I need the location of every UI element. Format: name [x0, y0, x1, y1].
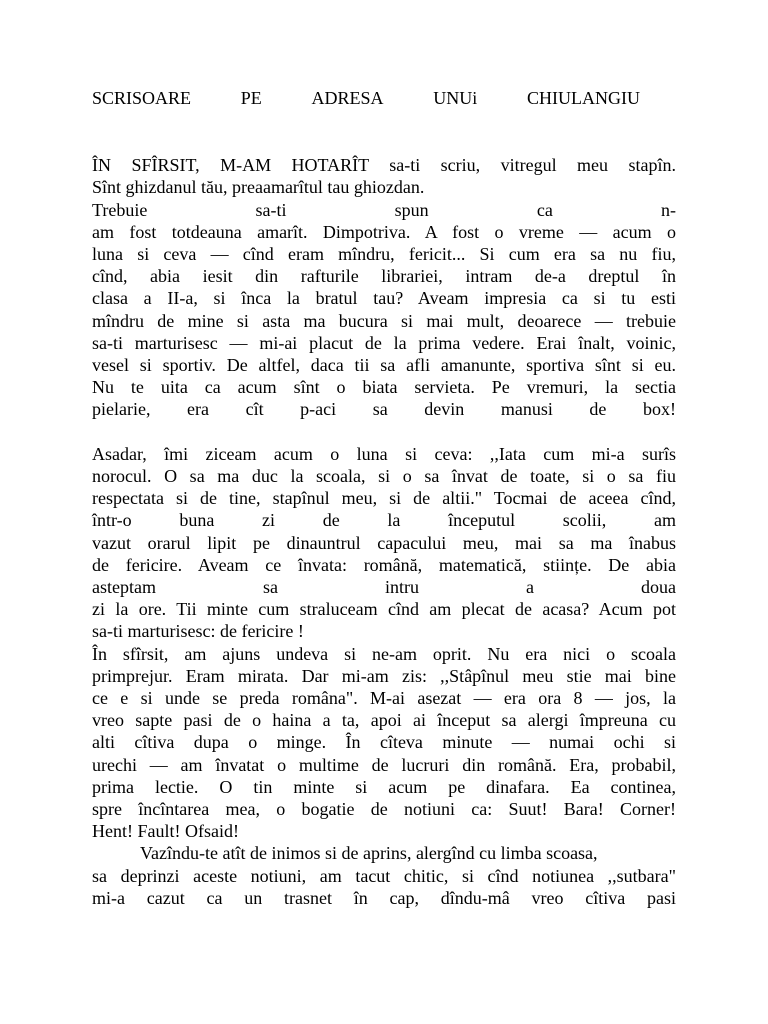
- text-line: sa-ti marturisesc — mi-ai placut de la prima vedere. Erai înalt, voinic,: [92, 333, 676, 353]
- text-line: vreo sapte pasi de o haina a ta, apoi ai început sa alergi împreuna cu: [92, 710, 676, 730]
- text-line: Nu te uita ca acum sînt o biata servieta. Pe vremuri, la sectia: [92, 377, 676, 397]
- text-line: am fost totdeauna amarît. Dimpotriva. A fost o vreme — acum o: [92, 222, 676, 242]
- text-line: vazut orarul lipit pe dinauntrul capacului meu, mai sa ma înabus: [92, 533, 676, 553]
- text-line: Trebuie sa-ti spun ca n-: [92, 200, 676, 220]
- text-line: respectata si de tine, stapînul meu, si de altii." Tocmai de aceea cînd,: [92, 488, 676, 508]
- text-line: cînd, abia iesit din rafturile librariei, intram de-a dreptul în: [92, 266, 676, 286]
- title-word: ADRESA: [311, 88, 384, 108]
- title-word: CHIULANGIU: [527, 88, 640, 108]
- text-line: urechi — am învatat o multime de lucruri din română. Era, probabil,: [92, 755, 676, 775]
- title-word: SCRISOARE: [92, 88, 192, 108]
- text-line: norocul. O sa ma duc la scoala, si o sa învat de toate, si o sa fiu: [92, 466, 676, 486]
- document-title: [92, 86, 640, 110]
- text-line: primprejur. Eram mirata. Dar mi-am zis: ,,Stâpînul meu stie mai bine: [92, 666, 676, 686]
- text-line: de fericire. Aveam ce învata: română, matematică, stiințe. De abia: [92, 555, 676, 575]
- text-line: Sînt ghizdanul tău, preaamarîtul tau ghiozdan.: [92, 177, 425, 197]
- text-line: Asadar, îmi ziceam acum o luna si ceva: ,,Iata cum mi-a surîs: [92, 444, 676, 464]
- text-line: Hent! Fault! Ofsaid!: [92, 821, 239, 841]
- title-word: UNUi: [433, 88, 478, 108]
- text-line: Vazîndu-te atît de inimos si de aprins, alergînd cu limba scoasa,: [140, 843, 598, 863]
- text-line: mi-a cazut ca un trasnet în cap, dîndu-mâ vreo cîtiva pasi: [92, 888, 676, 908]
- text-line: sa-ti marturisesc: de fericire !: [92, 621, 304, 641]
- text-line: clasa a II-a, si înca la bratul tau? Aveam impresia ca si tu esti: [92, 288, 676, 308]
- text-line: ÎN SFÎRSIT, M-AM HOTARÎT sa-ti scriu, vitregul meu stapîn.: [92, 155, 676, 175]
- text-line: zi la ore. Tii minte cum straluceam cînd am plecat de acasa? Acum pot: [92, 599, 676, 619]
- title-word: PE: [240, 88, 262, 108]
- text-line: luna si ceva — cînd eram mîndru, fericit... Si cum era sa nu fiu,: [92, 244, 676, 264]
- text-line: prima lectie. O tin minte si acum pe dinafara. Ea continea,: [92, 777, 676, 797]
- text-line: ce e si unde se preda româna". M-ai asezat — era ora 8 — jos, la: [92, 688, 676, 708]
- text-line: sa deprinzi aceste notiuni, am tacut chitic, si cînd notiunea ,,sutbara": [92, 866, 676, 886]
- text-line: spre încîntarea mea, o bogatie de notiuni ca: Suut! Bara! Corner!: [92, 799, 676, 819]
- text-line: într-o buna zi de la începutul scolii, am: [92, 510, 676, 530]
- text-line: În sfîrsit, am ajuns undeva si ne-am oprit. Nu era nici o scoala: [92, 644, 676, 664]
- text-line: asteptam sa intru a doua: [92, 577, 676, 597]
- text-line: alti cîtiva dupa o minge. În cîteva minute — numai ochi si: [92, 732, 676, 752]
- text-line: mîndru de mine si asta ma bucura si mai mult, deoarece — trebuie: [92, 311, 676, 331]
- text-line: pielarie, era cît p-aci sa devin manusi de box!: [92, 399, 676, 419]
- text-line: vesel si sportiv. De altfel, daca tii sa afli amanunte, sportiva sînt si eu.: [92, 355, 676, 375]
